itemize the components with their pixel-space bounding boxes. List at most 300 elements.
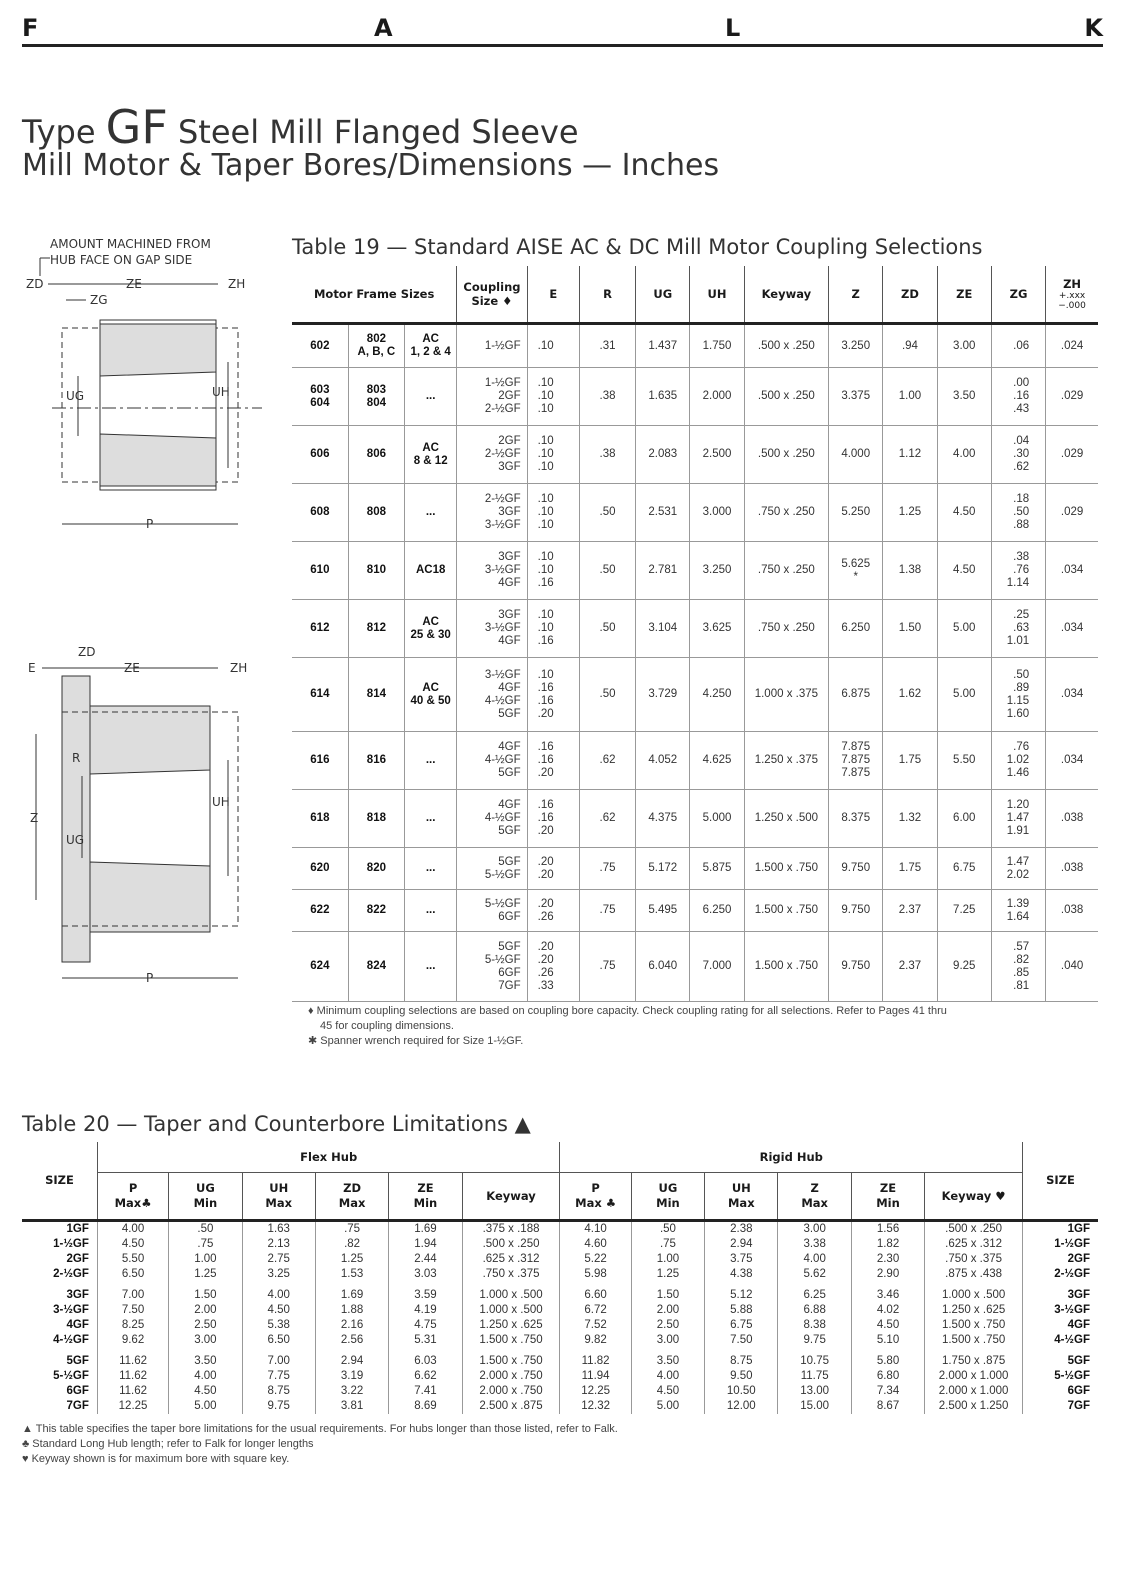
cell-rigid-keyway: 1.250 x .625: [925, 1303, 1023, 1318]
cell-size-right: 2-½GF: [1023, 1267, 1098, 1282]
th-zh: [1046, 266, 1098, 324]
cell-size: 1-½GF: [53, 1238, 89, 1250]
th-flex-p-sub: Max♣: [114, 1196, 152, 1210]
cell-rigid-ug: 3.50: [631, 1348, 704, 1369]
cell-flex-p: 11.62: [97, 1369, 168, 1384]
label-zd-2: ZD: [78, 645, 96, 659]
cell-r: .75: [579, 932, 635, 1002]
cell-zd: 1.25: [883, 484, 937, 542]
cell-coupling: 1-½GF: [457, 324, 527, 368]
table20-sub-header: [22, 1173, 1098, 1221]
table-row: [22, 1221, 1098, 1238]
cell-rigid-ug: 5.00: [631, 1399, 704, 1414]
table19-caption: Table 19 — Standard AISE AC & DC Mill Motor Coupling Selections: [292, 235, 983, 259]
th-keyway: Keyway: [744, 266, 828, 324]
cell-rigid-ze: 4.02: [851, 1303, 924, 1318]
table-row: [292, 426, 1098, 484]
cell-size-right: 1-½GF: [1023, 1237, 1098, 1252]
cell-r: .75: [579, 848, 635, 890]
cell-size-right: 2GF: [1023, 1252, 1098, 1267]
cell-zg: 1.20 1.47 1.91: [991, 790, 1045, 848]
cell-coupling: 4GF 4-½GF 5GF: [457, 790, 527, 848]
cell-size-right: 5-½GF: [1023, 1369, 1098, 1384]
cell-coupling: 5GF 5-½GF: [457, 848, 527, 890]
cell-zh: .034: [1046, 600, 1098, 658]
table20-group-header: [22, 1142, 1098, 1173]
th-flex-keyway: Keyway: [462, 1173, 560, 1221]
cell-flex-keyway: .750 x .375: [462, 1267, 560, 1282]
cell-rigid-uh: 4.38: [705, 1267, 778, 1282]
th-size-right: SIZE: [1023, 1142, 1098, 1221]
cell-e: .16 .16 .20: [527, 732, 579, 790]
cell-frame-ac: ...: [405, 368, 457, 426]
table20-caption: Table 20 — Taper and Counterbore Limitations ▲: [22, 1112, 531, 1136]
cell-keyway: .500 x .250: [744, 368, 828, 426]
cell-frame-ac: ...: [405, 890, 457, 932]
cell-ze: 4.00: [937, 426, 991, 484]
cell-flex-keyway: 2.500 x .875: [462, 1399, 560, 1414]
cell-flex-zd: 3.81: [315, 1399, 388, 1414]
th-flex-uh-sub: Max: [265, 1196, 293, 1210]
th-rigid-p-sub: Max ♣: [575, 1196, 617, 1210]
cell-rigid-z: 9.75: [778, 1333, 851, 1348]
cell-uh: 2.000: [690, 368, 744, 426]
cell-keyway: 1.500 x .750: [744, 848, 828, 890]
cell-zg: 1.39 1.64: [991, 890, 1045, 932]
cell-zh: .038: [1046, 890, 1098, 932]
label-ze-2: ZE: [124, 661, 140, 675]
cell-ug: 2.531: [636, 484, 690, 542]
table19-header-row: [292, 266, 1098, 324]
cell-flex-zd: .75: [315, 1221, 388, 1238]
cell-ug: 4.375: [636, 790, 690, 848]
cell-flex-p: 8.25: [97, 1318, 168, 1333]
cell-coupling: 2-½GF 3GF 3-½GF: [457, 484, 527, 542]
th-zg: ZG: [991, 266, 1045, 324]
title-type: Type: [22, 113, 96, 151]
cell-zg: .00 .16 .43: [991, 368, 1045, 426]
cell-rigid-z: 4.00: [778, 1252, 851, 1267]
cell-size-right: 3-½GF: [1023, 1303, 1098, 1318]
brand-header: [22, 14, 1103, 47]
cell-size: 1GF: [66, 1223, 89, 1235]
cell-coupling: 1-½GF 2GF 2-½GF: [457, 368, 527, 426]
cell-zd: 2.37: [883, 932, 937, 1002]
hub-diagram-bottom: [22, 640, 270, 1000]
cell-rigid-uh: 2.38: [705, 1221, 778, 1238]
cell-flex-keyway: .500 x .250: [462, 1237, 560, 1252]
cell-ug: 1.437: [636, 324, 690, 368]
cell-zh: .040: [1046, 932, 1098, 1002]
cell-rigid-z: 6.25: [778, 1282, 851, 1303]
cell-frame-dc: 612: [292, 600, 348, 658]
cell-uh: 2.500: [690, 426, 744, 484]
title-model: GF: [105, 100, 168, 154]
page-title: [22, 100, 579, 154]
label-e: E: [28, 661, 36, 675]
th-flex-uh: [242, 1173, 315, 1221]
cell-keyway: 1.250 x .500: [744, 790, 828, 848]
table-row: [22, 1399, 1098, 1414]
cell-flex-uh: 5.38: [242, 1318, 315, 1333]
cell-rigid-ug: 3.00: [631, 1333, 704, 1348]
cell-z: 5.250: [829, 484, 883, 542]
cell-rigid-ze: 3.46: [851, 1282, 924, 1303]
cell-size-right: 4GF: [1023, 1318, 1098, 1333]
brand-letter-k: K: [1084, 14, 1103, 42]
cell-r: .75: [579, 890, 635, 932]
cell-flex-ze: 3.03: [389, 1267, 462, 1282]
footnote-diamond-cont: 45 for coupling dimensions.: [320, 1020, 454, 1032]
cell-coupling: 4GF 4-½GF 5GF: [457, 732, 527, 790]
cell-flex-keyway: 1.250 x .625: [462, 1318, 560, 1333]
cell-rigid-uh: 10.50: [705, 1384, 778, 1399]
label-p-2: P: [146, 971, 154, 985]
cell-ze: 9.25: [937, 932, 991, 1002]
cell-ug: 4.052: [636, 732, 690, 790]
cell-frame-ac: ...: [405, 484, 457, 542]
cell-flex-ug: 5.00: [169, 1399, 242, 1414]
cell-zh: .038: [1046, 790, 1098, 848]
cell-keyway: .750 x .250: [744, 484, 828, 542]
cell-rigid-uh: 3.75: [705, 1252, 778, 1267]
cell-rigid-ug: 2.50: [631, 1318, 704, 1333]
cell-rigid-ze: 6.80: [851, 1369, 924, 1384]
cell-ug: 3.729: [636, 658, 690, 732]
cell-size-right: 7GF: [1023, 1399, 1098, 1414]
cell-rigid-p: 5.98: [560, 1267, 631, 1282]
cell-ug: 5.172: [636, 848, 690, 890]
cell-rigid-z: 3.38: [778, 1237, 851, 1252]
cell-z: 5.625 *: [829, 542, 883, 600]
cell-frame-dc2: 812: [348, 600, 404, 658]
cell-rigid-z: 6.88: [778, 1303, 851, 1318]
cell-flex-uh: 3.25: [242, 1267, 315, 1282]
label-uh-2: UH: [212, 795, 230, 809]
table-row: [292, 368, 1098, 426]
cell-coupling: 2GF 2-½GF 3GF: [457, 426, 527, 484]
cell-uh: 5.000: [690, 790, 744, 848]
cell-rigid-keyway: .500 x .250: [925, 1221, 1023, 1238]
cell-rigid-uh: 6.75: [705, 1318, 778, 1333]
cell-frame-dc2: 824: [348, 932, 404, 1002]
cell-flex-ug: 1.00: [169, 1252, 242, 1267]
cell-uh: 3.625: [690, 600, 744, 658]
cell-rigid-p: 5.22: [560, 1252, 631, 1267]
cell-flex-ze: 1.69: [389, 1221, 462, 1238]
label-ze: ZE: [126, 277, 142, 291]
label-uh: UH: [212, 385, 230, 399]
cell-zd: 1.75: [883, 848, 937, 890]
cell-flex-uh: 2.13: [242, 1237, 315, 1252]
cell-rigid-keyway: 1.500 x .750: [925, 1333, 1023, 1348]
th-flex-zd-label: ZD: [343, 1181, 362, 1195]
cell-flex-p: 7.50: [97, 1303, 168, 1318]
cell-zh: .034: [1046, 658, 1098, 732]
footnote-diamond: ♦ Minimum coupling selections are based on coupling bore capacity. Check coupling rating for all selections. Refer to Pages 41 thru: [308, 1005, 947, 1017]
cell-rigid-ze: 7.34: [851, 1384, 924, 1399]
cell-flex-ze: 3.59: [389, 1282, 462, 1303]
cell-rigid-ug: 4.50: [631, 1384, 704, 1399]
cell-uh: 1.750: [690, 324, 744, 368]
cell-flex-ug: 3.00: [169, 1333, 242, 1348]
th-rigid-ze-sub: Min: [876, 1196, 900, 1210]
cell-frame-dc2: 802 A, B, C: [348, 324, 404, 368]
cell-flex-uh: 7.00: [242, 1348, 315, 1369]
th-ug: UG: [636, 266, 690, 324]
page-subtitle: Mill Motor & Taper Bores/Dimensions — Inches: [22, 148, 720, 183]
cell-e: .10 .10 .10: [527, 426, 579, 484]
cell-frame-dc2: 806: [348, 426, 404, 484]
th-ze: ZE: [937, 266, 991, 324]
cell-r: .50: [579, 484, 635, 542]
cell-rigid-ze: 8.67: [851, 1399, 924, 1414]
cell-zg: .76 1.02 1.46: [991, 732, 1045, 790]
table-row: [22, 1303, 1098, 1318]
cell-e: .20 .20 .26 .33: [527, 932, 579, 1002]
cell-frame-dc: 620: [292, 848, 348, 890]
cell-rigid-ze: 2.90: [851, 1267, 924, 1282]
cell-flex-ze: 6.03: [389, 1348, 462, 1369]
cell-coupling: 3GF 3-½GF 4GF: [457, 600, 527, 658]
table20-body: [22, 1221, 1098, 1415]
cell-rigid-p: 9.82: [560, 1333, 631, 1348]
cell-flex-keyway: 1.000 x .500: [462, 1303, 560, 1318]
cell-size: 2-½GF: [53, 1268, 89, 1280]
cell-flex-ug: 4.00: [169, 1369, 242, 1384]
th-zd: ZD: [883, 266, 937, 324]
cell-ze: 6.75: [937, 848, 991, 890]
th-flex-zd: [315, 1173, 388, 1221]
cell-r: .62: [579, 790, 635, 848]
table-row: [292, 790, 1098, 848]
cell-ze: 6.00: [937, 790, 991, 848]
cell-flex-p: 4.50: [97, 1237, 168, 1252]
table-row: [22, 1384, 1098, 1399]
cell-flex-ug: 1.25: [169, 1267, 242, 1282]
cell-flex-p: 6.50: [97, 1267, 168, 1282]
cell-coupling: 5GF 5-½GF 6GF 7GF: [457, 932, 527, 1002]
cell-flex-uh: 1.63: [242, 1221, 315, 1238]
cell-flex-keyway: 1.000 x .500: [462, 1282, 560, 1303]
cell-flex-zd: 1.25: [315, 1252, 388, 1267]
cell-rigid-keyway: 2.000 x 1.000: [925, 1369, 1023, 1384]
cell-size: 3GF: [66, 1289, 89, 1301]
cell-zg: .50 .89 1.15 1.60: [991, 658, 1045, 732]
cell-zd: 1.32: [883, 790, 937, 848]
th-flex-ug-sub: Min: [193, 1196, 218, 1210]
cell-r: .31: [579, 324, 635, 368]
th-size: SIZE: [45, 1173, 74, 1187]
cell-rigid-p: 12.32: [560, 1399, 631, 1414]
table-row: [292, 932, 1098, 1002]
cell-frame-dc2: 820: [348, 848, 404, 890]
cell-flex-zd: 1.53: [315, 1267, 388, 1282]
note-line1: AMOUNT MACHINED FROM: [50, 237, 211, 251]
cell-ze: 4.50: [937, 542, 991, 600]
cell-frame-ac: ...: [405, 732, 457, 790]
cell-ze: 7.25: [937, 890, 991, 932]
th-uh: UH: [690, 266, 744, 324]
cell-flex-keyway: .625 x .312: [462, 1252, 560, 1267]
cell-zd: 1.00: [883, 368, 937, 426]
cell-ze: 5.50: [937, 732, 991, 790]
cell-keyway: .500 x .250: [744, 426, 828, 484]
label-ug-2: UG: [66, 833, 85, 847]
cell-keyway: 1.500 x .750: [744, 890, 828, 932]
cell-frame-dc: 624: [292, 932, 348, 1002]
cell-flex-zd: 1.69: [315, 1282, 388, 1303]
cell-e: .10: [527, 324, 579, 368]
table-row: [292, 542, 1098, 600]
th-flex-ze-sub: Min: [413, 1196, 438, 1210]
th-rigid-uh-label: UH: [731, 1181, 751, 1195]
cell-keyway: 1.250 x .375: [744, 732, 828, 790]
cell-uh: 6.250: [690, 890, 744, 932]
cell-ze: 4.50: [937, 484, 991, 542]
cell-r: .50: [579, 600, 635, 658]
cell-flex-uh: 9.75: [242, 1399, 315, 1414]
cell-ze: 5.00: [937, 600, 991, 658]
cell-frame-dc2: 822: [348, 890, 404, 932]
cell-zd: .94: [883, 324, 937, 368]
cell-frame-dc: 602: [292, 324, 348, 368]
cell-rigid-uh: 5.88: [705, 1303, 778, 1318]
cell-coupling: 3GF 3-½GF 4GF: [457, 542, 527, 600]
cell-rigid-p: 11.82: [560, 1348, 631, 1369]
cell-frame-dc2: 808: [348, 484, 404, 542]
table-row: [22, 1333, 1098, 1348]
cell-frame-ac: AC18: [405, 542, 457, 600]
cell-size: 3-½GF: [53, 1304, 89, 1316]
th-r: R: [579, 266, 635, 324]
cell-rigid-p: 11.94: [560, 1369, 631, 1384]
cell-flex-uh: 7.75: [242, 1369, 315, 1384]
cell-frame-dc2: 818: [348, 790, 404, 848]
cell-z: 8.375: [829, 790, 883, 848]
cell-frame-dc2: 810: [348, 542, 404, 600]
cell-size: 5-½GF: [53, 1370, 89, 1382]
cell-zg: .06: [991, 324, 1045, 368]
cell-flex-ze: 7.41: [389, 1384, 462, 1399]
cell-zd: 1.38: [883, 542, 937, 600]
cell-rigid-ug: 1.50: [631, 1282, 704, 1303]
table-row: [292, 848, 1098, 890]
footnote-triangle: ▲ This table specifies the taper bore limitations for the usual requirements. For hubs longer than those listed, refer to Falk.: [22, 1423, 618, 1435]
th-flex-ug-label: UG: [195, 1181, 215, 1195]
th-rigid-keyway: Keyway ♥: [925, 1173, 1023, 1221]
cell-zh: .029: [1046, 368, 1098, 426]
cell-flex-p: 7.00: [97, 1282, 168, 1303]
table-row: [292, 890, 1098, 932]
cell-rigid-ze: 5.80: [851, 1348, 924, 1369]
table-row: [292, 600, 1098, 658]
cell-coupling: 3-½GF 4GF 4-½GF 5GF: [457, 658, 527, 732]
cell-zd: 1.75: [883, 732, 937, 790]
label-zd: ZD: [26, 277, 44, 291]
cell-flex-zd: 3.19: [315, 1369, 388, 1384]
label-z: Z: [30, 811, 39, 825]
cell-rigid-ze: 2.30: [851, 1252, 924, 1267]
cell-zg: .04 .30 .62: [991, 426, 1045, 484]
cell-rigid-uh: 8.75: [705, 1348, 778, 1369]
cell-flex-zd: .82: [315, 1237, 388, 1252]
th-rigid-z-sub: Max: [801, 1196, 828, 1210]
cell-frame-dc: 610: [292, 542, 348, 600]
cell-size: 4-½GF: [53, 1334, 89, 1346]
cell-frame-dc: 606: [292, 426, 348, 484]
cell-rigid-uh: 2.94: [705, 1237, 778, 1252]
label-r: R: [72, 751, 81, 765]
cell-z: 9.750: [829, 932, 883, 1002]
cell-rigid-p: 6.60: [560, 1282, 631, 1303]
cell-r: .50: [579, 658, 635, 732]
cell-rigid-uh: 9.50: [705, 1369, 778, 1384]
table-row: [292, 658, 1098, 732]
table19-footnotes: [308, 1004, 1098, 1049]
cell-uh: 7.000: [690, 932, 744, 1002]
footnote-heart: ♥ Keyway shown is for maximum bore with square key.: [22, 1453, 290, 1465]
cell-keyway: .500 x .250: [744, 324, 828, 368]
cell-size-right: 1GF: [1023, 1221, 1098, 1238]
cell-rigid-p: 12.25: [560, 1384, 631, 1399]
th-rigid-ug-label: UG: [658, 1181, 678, 1195]
cell-e: .20 .26: [527, 890, 579, 932]
th-rigid-ug: [631, 1173, 704, 1221]
cell-rigid-keyway: 2.000 x 1.000: [925, 1384, 1023, 1399]
th-rigid-p-label: P: [591, 1181, 600, 1195]
th-rigid-p: [560, 1173, 631, 1221]
th-flex-uh-label: UH: [269, 1181, 289, 1195]
cell-rigid-ug: 1.00: [631, 1252, 704, 1267]
cell-e: .10 .16 .16 .20: [527, 658, 579, 732]
cell-flex-ug: 1.50: [169, 1282, 242, 1303]
cell-ze: 3.00: [937, 324, 991, 368]
th-flex-hub: Flex Hub: [97, 1142, 560, 1173]
cell-size-right: 3GF: [1023, 1282, 1098, 1303]
th-flex-p: [97, 1173, 168, 1221]
cell-r: .50: [579, 542, 635, 600]
cell-keyway: .750 x .250: [744, 600, 828, 658]
cell-flex-ug: .75: [169, 1237, 242, 1252]
brand-letter-a: A: [374, 14, 393, 42]
cell-rigid-ze: 5.10: [851, 1333, 924, 1348]
cell-zg: .18 .50 .88: [991, 484, 1045, 542]
cell-size: 6GF: [66, 1385, 89, 1397]
cell-rigid-p: 4.10: [560, 1221, 631, 1238]
cell-frame-ac: AC 25 & 30: [405, 600, 457, 658]
cell-rigid-ug: .50: [631, 1221, 704, 1238]
cell-size: 7GF: [66, 1400, 89, 1412]
cell-size: 2GF: [66, 1253, 89, 1265]
cell-e: .10 .10 .10: [527, 484, 579, 542]
cell-frame-dc: 622: [292, 890, 348, 932]
table20: [22, 1142, 1098, 1414]
cell-flex-ze: 1.94: [389, 1237, 462, 1252]
cell-frame-dc: 603 604: [292, 368, 348, 426]
th-rigid-ze-label: ZE: [879, 1181, 897, 1195]
cell-rigid-ze: 1.82: [851, 1237, 924, 1252]
cell-rigid-uh: 5.12: [705, 1282, 778, 1303]
label-p: P: [146, 517, 154, 531]
cell-ug: 1.635: [636, 368, 690, 426]
cell-zg: .57 .82 .85 .81: [991, 932, 1045, 1002]
cell-flex-ze: 4.75: [389, 1318, 462, 1333]
cell-zh: .029: [1046, 484, 1098, 542]
cell-size: 4GF: [66, 1319, 89, 1331]
table-row: [22, 1318, 1098, 1333]
table19: [292, 266, 1098, 1002]
